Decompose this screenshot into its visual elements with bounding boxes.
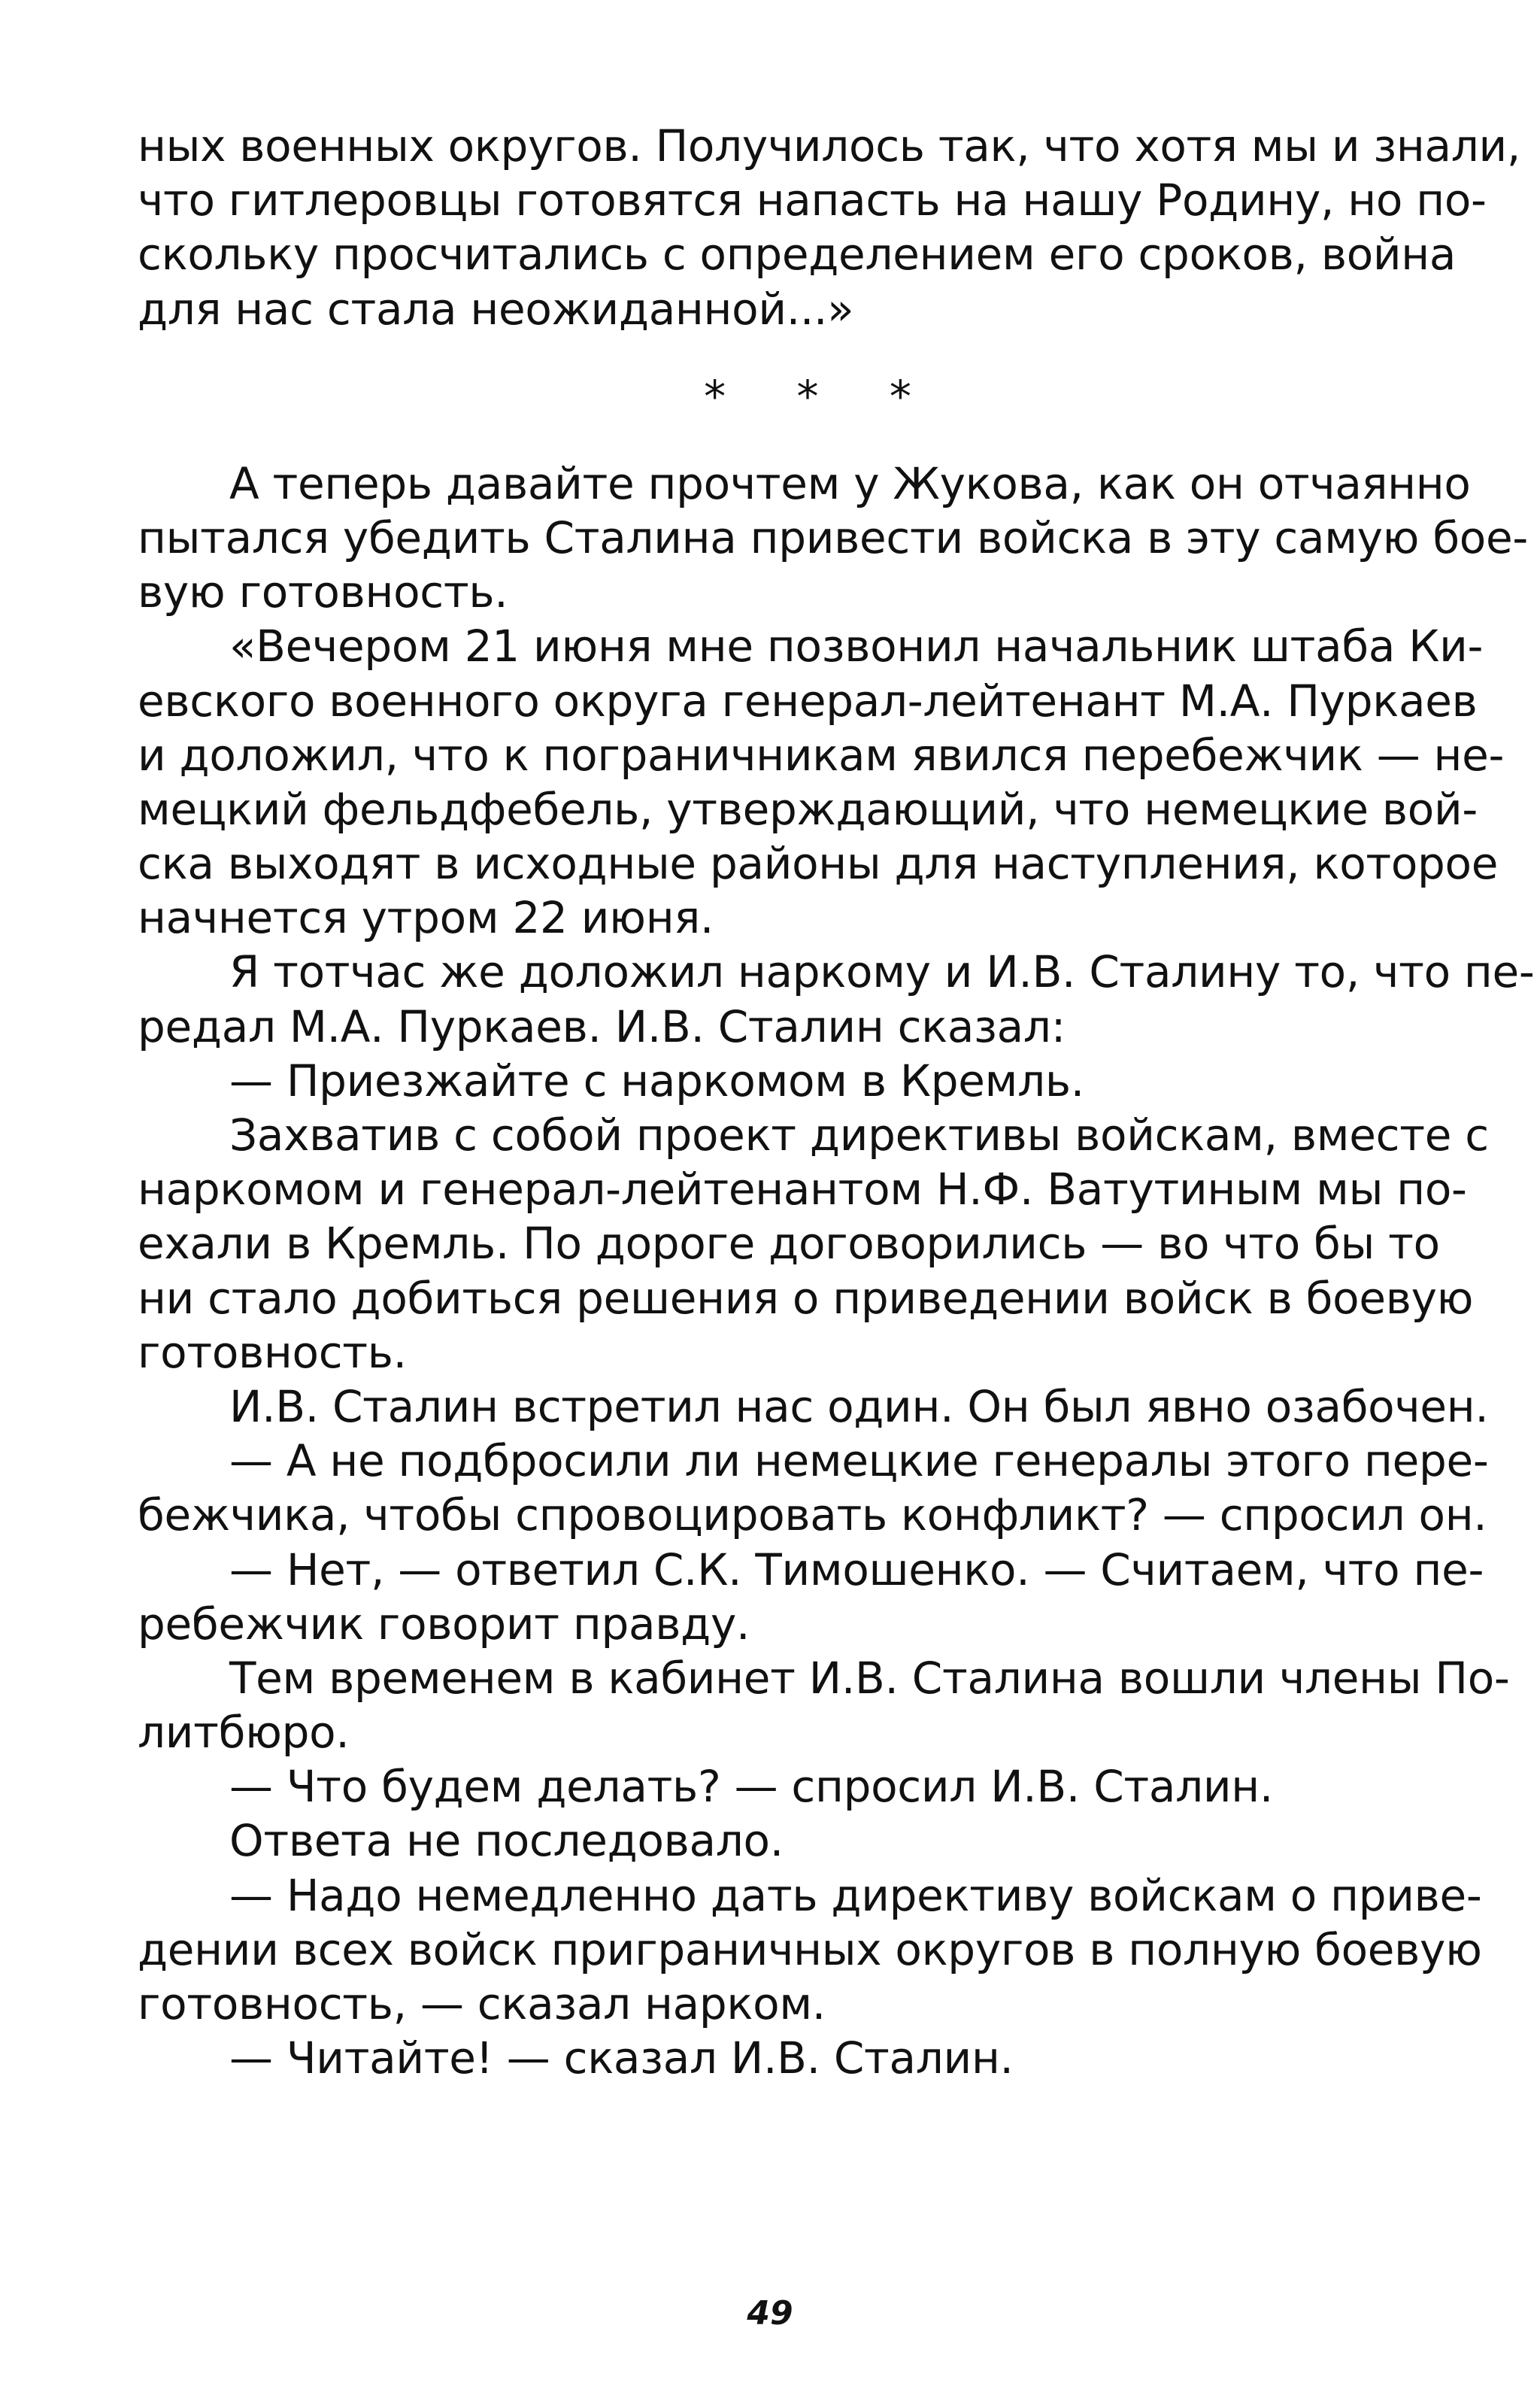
text-line: готовность. — [138, 1326, 407, 1378]
text-line: Захватив с собой проект директивы войскам, вместе с — [229, 1109, 1489, 1161]
text-line: начнется утром 22 июня. — [138, 892, 714, 944]
text-line: ребежчик говорит правду. — [138, 1598, 750, 1650]
text-line: и доложил, что к пограничникам явился перебежчик — не- — [138, 729, 1505, 781]
text-line: готовность, — сказал нарком. — [138, 1978, 826, 2029]
paragraph-continuation — [138, 119, 1521, 336]
text-line: А теперь давайте прочтем у Жукова, как он отчаянно — [229, 457, 1471, 509]
text-line: литбюро. — [138, 1707, 350, 1759]
paragraph-kremlin-trip — [138, 1108, 1489, 1380]
paragraph-politburo — [138, 1651, 1510, 1759]
text-line: Ответа не последовало. — [229, 1815, 784, 1867]
text-line: ни стало добиться решения о приведении войск в боевую — [138, 1272, 1474, 1324]
text-line: евского военного округа генерал-лейтенант М.А. Пуркаев — [138, 675, 1478, 727]
text-line: мецкий фельдфебель, утверждающий, что немецкие вой- — [138, 783, 1478, 835]
dialogue-line — [138, 1759, 1401, 1814]
dialogue-line — [138, 1434, 1489, 1542]
text-line: «Вечером 21 июня мне позвонил начальник штаба Ки- — [229, 621, 1484, 672]
text-line: — А не подбросили ли немецкие генералы этого пере- — [229, 1435, 1489, 1487]
text-line: — Приезжайте с наркомом в Кремль. — [229, 1055, 1084, 1106]
text-line: дении всех войск приграничных округов в полную боевую — [138, 1923, 1482, 1975]
text-line: скольку просчитались с определением его сроков, война — [138, 229, 1457, 281]
paragraph-stalin-met — [138, 1380, 1489, 1434]
text-line: Тем временем в кабинет И.В. Сталина вошли члены По- — [229, 1652, 1510, 1704]
text-line: пытался убедить Сталина привести войска в эту самую бое- — [138, 511, 1528, 563]
dialogue-line — [138, 1054, 1401, 1108]
paragraph-evening-june-21 — [138, 619, 1505, 945]
page-body — [138, 119, 1535, 2085]
paragraph-no-answer — [138, 1814, 1401, 1868]
text-line: И.В. Сталин встретил нас один. Он был явно озабочен. — [229, 1380, 1489, 1432]
dialogue-line — [138, 1868, 1482, 2032]
text-line: бежчика, чтобы спровоцировать конфликт? — спросил он. — [138, 1489, 1487, 1541]
text-line: Я тотчас же доложил наркому и И.В. Сталину то, что пе- — [229, 946, 1535, 998]
paragraph-zhukov-intro — [138, 457, 1528, 620]
text-line: редал М.А. Пуркаев. И.В. Сталин сказал: — [138, 1000, 1066, 1052]
text-line: ска выходят в исходные районы для наступления, которое — [138, 838, 1499, 890]
dialogue-line — [138, 1543, 1484, 1651]
text-line: — Надо немедленно дать директиву войскам о приве- — [229, 1869, 1482, 1921]
text-line: — Нет, — ответил С.К. Тимошенко. — Считаем, что пе- — [229, 1543, 1484, 1595]
text-line: для нас стала неожиданной...» — [138, 283, 854, 335]
text-line: ехали в Кремль. По дороге договорились — во что бы то — [138, 1218, 1440, 1270]
text-line: что гитлеровцы готовятся напасть на нашу Родину, но по- — [138, 175, 1487, 226]
text-line: вую готовность. — [138, 566, 508, 618]
text-line: наркомом и генерал-лейтенантом Н.Ф. Ватутиным мы по- — [138, 1164, 1467, 1216]
paragraph-report — [138, 945, 1535, 1053]
section-separator: * * * — [704, 370, 940, 422]
text-line: — Читайте! — сказал И.В. Сталин. — [229, 2032, 1014, 2084]
text-line: — Что будем делать? — спросил И.В. Сталин. — [229, 1761, 1274, 1813]
page-number: 49 — [747, 2294, 793, 2333]
text-line: ных военных округов. Получилось так, что хотя мы и знали, — [138, 120, 1521, 171]
dialogue-line — [138, 2031, 1401, 2085]
